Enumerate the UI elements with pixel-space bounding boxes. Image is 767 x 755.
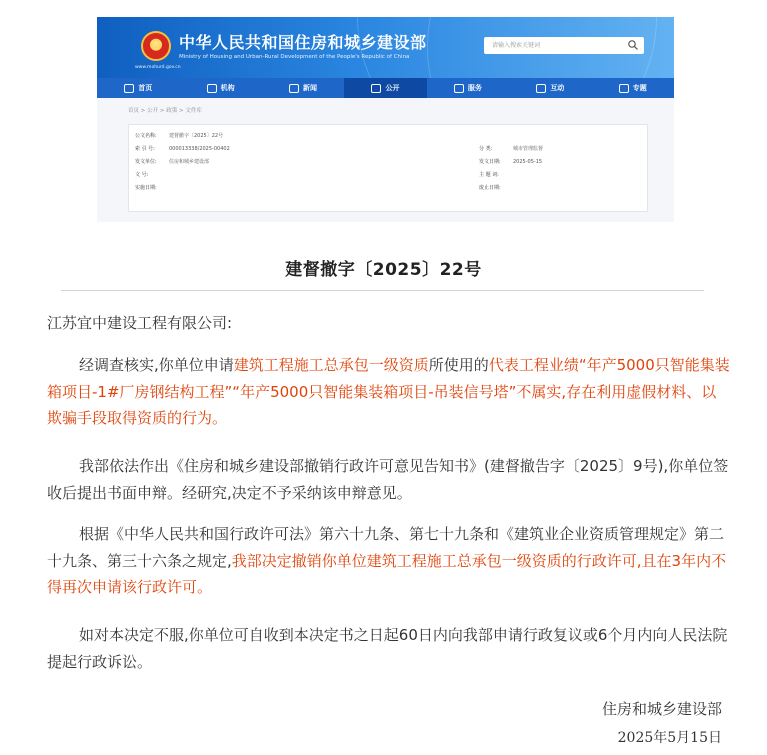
meta-expiry: 废止日期:: [479, 185, 501, 191]
site-name[interactable]: 中华人民共和国住房和城乡建设部: [179, 33, 427, 52]
meta-index: 索 引 号: 000013338/2025-00402: [135, 146, 230, 152]
nav-label: 机构: [220, 84, 235, 92]
topic-icon: [619, 84, 629, 93]
paragraph-appeal: 如对本决定不服,你单位可自收到本决定书之日起60日内向我部申请行政复议或6个月内向人民法院提起行政诉讼。: [47, 626, 728, 671]
signature-date: 2025年5月15日: [617, 730, 722, 746]
meta-category: 分 类: 城市管理监督: [479, 146, 544, 152]
nav-label: 新闻: [303, 84, 318, 92]
site-subtitle: Ministry of Housing and Urban-Rural Development of the People's Republic of China: [179, 54, 410, 60]
interaction-icon: [536, 84, 546, 93]
search-input[interactable]: [484, 37, 644, 54]
nav-item-public[interactable]: [344, 78, 426, 98]
site-header-panel: [97, 17, 674, 222]
news-icon: [289, 84, 299, 93]
nav-label: 公开: [385, 84, 400, 92]
meta-subject: 主 题 词:: [479, 172, 499, 178]
document-icon: [371, 84, 381, 93]
nav-item-topic[interactable]: [592, 78, 674, 98]
paragraph-decision: 根据《中华人民共和国行政许可法》第六十九条、第七十九条和《建筑业企业资质管理规定》第二十九条、第三十六条之规定,我部决定撤销你单位建筑工程施工总承包一级资质的行政许可,且在3年内不得再次申请该行政许可。: [47, 525, 727, 596]
nav-item-interaction[interactable]: [509, 78, 591, 98]
main-nav: [97, 78, 674, 98]
nav-item-news[interactable]: [262, 78, 344, 98]
nav-label: 专题: [632, 84, 647, 92]
site-banner: [97, 17, 674, 78]
meta-docno: 文 号:: [135, 172, 149, 178]
meta-doc-name: 公文名称: 建督撤字〔2025〕22号: [135, 133, 224, 139]
paragraph-findings: 经调查核实,你单位申请建筑工程施工总承包一级资质所使用的代表工程业绩“年产5000只智能集装箱项目-1#厂房钢结构工程”“年产5000只智能集装箱项目-吊装信号塔”不属实,存在利用虚假材料、以欺骗手段取得资质的行为。: [47, 356, 730, 427]
nav-label: 首页: [138, 84, 153, 92]
document-title: 建督撤字〔2025〕22号: [285, 260, 482, 280]
nav-item-organization[interactable]: [179, 78, 261, 98]
title-divider: [61, 290, 704, 291]
signature-organization: 住房和城乡建设部: [601, 700, 722, 718]
meta-date: 发文日期: 2025-05-15: [479, 159, 543, 165]
home-icon: [124, 84, 134, 93]
site-url: www.mohurd.gov.cn: [135, 65, 181, 70]
paragraph-defense: 我部依法作出《住房和城乡建设部撤销行政许可意见告知书》(建督撤告字〔2025〕9号),你单位签收后提出书面申辩。经研究,决定不予采纳该申辩意见。: [47, 457, 729, 502]
meta-impl-date: 实施日期:: [135, 185, 157, 191]
addressee: 江苏宜中建设工程有限公司:: [47, 314, 233, 332]
national-emblem-icon: [141, 31, 171, 61]
nav-label: 互动: [550, 84, 565, 92]
meta-issuer: 发文单位: 住房和城乡建设部: [135, 159, 210, 165]
nav-item-service[interactable]: [427, 78, 509, 98]
document-meta-table: [128, 124, 648, 212]
search-placeholder: 请输入搜索关键词: [492, 42, 541, 49]
building-icon: [207, 84, 217, 93]
nav-item-home[interactable]: [97, 78, 179, 98]
search-icon[interactable]: [627, 39, 639, 51]
service-icon: [454, 84, 464, 93]
breadcrumb[interactable]: 首页 > 公开 > 政策 > 文件库: [128, 108, 202, 114]
nav-label: 服务: [467, 84, 482, 92]
